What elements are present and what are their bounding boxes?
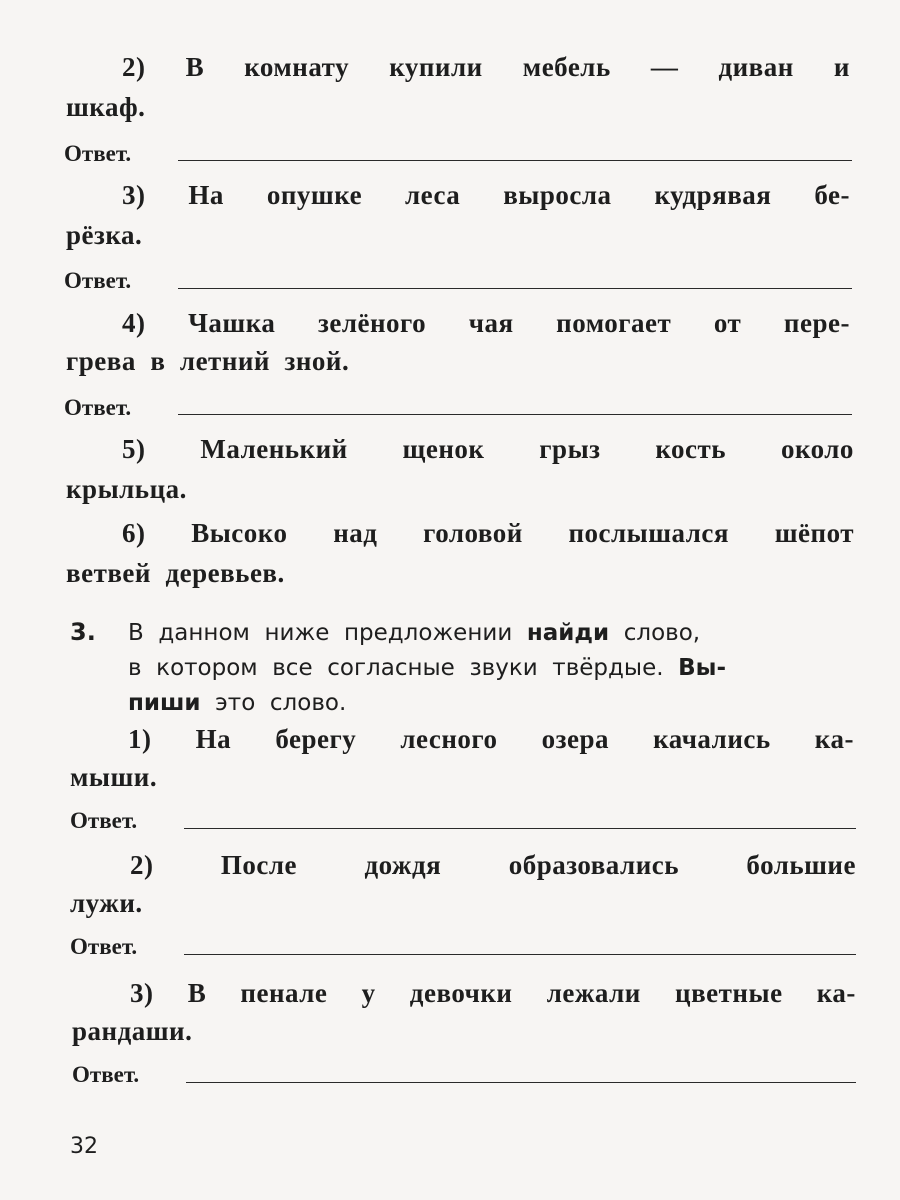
prev-item-2-line-2: шкаф. bbox=[66, 92, 146, 122]
prev-item-5-line-2: крыльца. bbox=[66, 474, 187, 504]
answer-line[interactable] bbox=[178, 160, 852, 161]
page-number: 32 bbox=[70, 1134, 98, 1159]
answer-label: Ответ. bbox=[70, 808, 138, 833]
task-item-3-line-1: 3) В пенале у девочки лежали цветные ка- bbox=[130, 978, 856, 1008]
answer-line[interactable] bbox=[186, 1082, 856, 1083]
answer-line[interactable] bbox=[184, 954, 856, 955]
answer-label: Ответ. bbox=[72, 1062, 140, 1087]
answer-line[interactable] bbox=[178, 288, 852, 289]
answer-label: Ответ. bbox=[64, 141, 132, 166]
prev-item-2-line-1: 2) В комнату купили мебель — диван и bbox=[122, 52, 850, 82]
task-instruction-line-2: в котором все согласные звуки твёрдые. Вы- bbox=[128, 655, 727, 681]
task-item-2-line-1: 2) После дождя образовались большие bbox=[130, 850, 856, 880]
prev-item-6-line-1: 6) Высоко над головой послышался шёпот bbox=[122, 518, 854, 548]
task-number: 3. bbox=[70, 618, 96, 646]
prev-item-3-line-1: 3) На опушке леса выросла кудрявая бе- bbox=[122, 180, 850, 210]
prev-item-5-line-1: 5) Маленький щенок грыз кость около bbox=[122, 434, 854, 464]
answer-label: Ответ. bbox=[70, 934, 138, 959]
task-instruction-line-1: В данном ниже предложении найди слово, bbox=[128, 620, 701, 646]
task-item-3-line-2: рандаши. bbox=[72, 1016, 193, 1046]
answer-label: Ответ. bbox=[64, 268, 132, 293]
prev-item-3-line-2: рёзка. bbox=[66, 220, 143, 250]
task-item-2-line-2: лужи. bbox=[70, 888, 143, 918]
task-item-1-line-2: мыши. bbox=[70, 762, 158, 792]
prev-item-6-line-2: ветвей деревьев. bbox=[66, 558, 285, 588]
prev-item-4-line-2: грева в летний зной. bbox=[66, 346, 350, 376]
prev-item-4-line-1: 4) Чашка зелёного чая помогает от пере- bbox=[122, 308, 850, 338]
answer-label: Ответ. bbox=[64, 395, 132, 420]
answer-line[interactable] bbox=[184, 828, 856, 829]
task-item-1-line-1: 1) На берегу лесного озера качались ка- bbox=[128, 724, 854, 754]
task-instruction-line-3: пиши это слово. bbox=[128, 690, 347, 716]
answer-line[interactable] bbox=[178, 414, 852, 415]
